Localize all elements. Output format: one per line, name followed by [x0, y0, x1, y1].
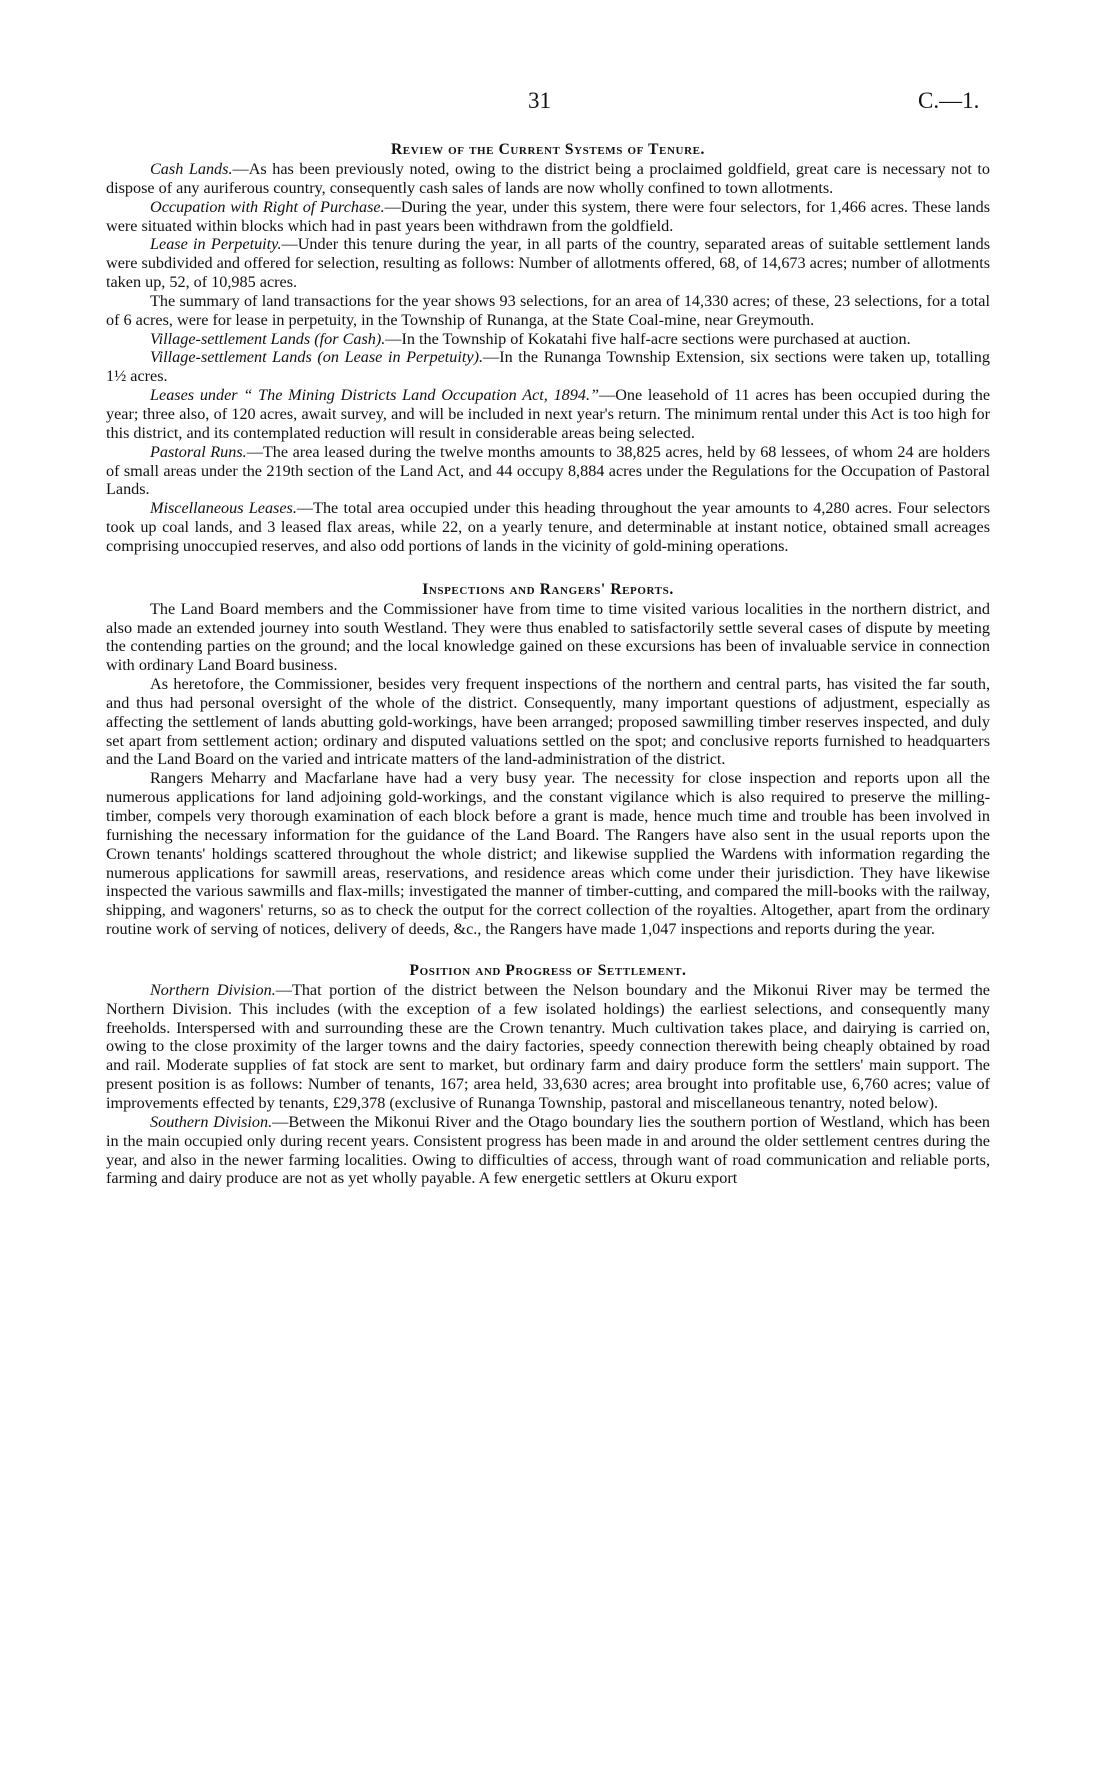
paragraph-lead: Southern Division.	[150, 1112, 273, 1131]
paragraph-lead: Lease in Perpetuity.	[150, 235, 282, 254]
paragraph	[106, 348, 990, 386]
paragraph-text: —The total area occupied under this heading throughout the year amounts to 4,280 acres. Four selectors took up coal lands, and 3 leased flax areas, while 22, on a yearly tenure, and determinable at instant notice, obtained small acreages comprising unoccupied reserves, and also odd portions of lands in the vicinity of gold-mining operations.	[106, 499, 990, 555]
paragraph	[106, 981, 990, 1113]
paragraph-text: —As has been previously noted, owing to the district being a proclaimed goldfield, great care is necessary not to dispose of any auriferous country, consequently cash sales of lands are now wholly confined to town allotments.	[106, 160, 990, 197]
paragraph	[106, 675, 990, 769]
paragraph	[106, 160, 990, 198]
paragraph-text: —The area leased during the twelve months amounts to 38,825 acres, held by 68 lessees, of whom 24 are holders of small areas under the 219th section of the Land Act, and 44 occupy 8,884 acres under the Regulations for the Occupation of Pastoral Lands.	[106, 442, 991, 499]
paragraph-lead: Cash Lands.	[150, 160, 233, 178]
paragraph-lead: Miscellaneous Leases.	[150, 499, 297, 518]
section-heading-inspections: Inspections and Rangers' Reports.	[422, 580, 674, 598]
paragraph	[106, 1113, 990, 1188]
paragraph	[106, 443, 990, 500]
paragraph	[106, 600, 990, 675]
paragraph	[106, 769, 990, 939]
page-header	[0, 88, 1114, 118]
paragraph	[106, 330, 990, 349]
paragraph-text: —During the year, under this system, there were four selectors, for 1,466 acres. These lands were situated within blocks which had in past years been withdrawn from the goldfield.	[106, 197, 990, 235]
page-body	[106, 140, 990, 1188]
paragraph-lead: Village-settlement Lands (on Lease in Perpetuity).	[150, 348, 484, 367]
paragraph	[106, 292, 990, 330]
paragraph-lead: Pastoral Runs.	[150, 442, 247, 461]
paragraph-text: The Land Board members and the Commissioner have from time to time visited various localities in the northern district, and also made an extended journey into south Westland. They were thus enabled to satisfactorily settle several cases of dispute by meeting the contending parties on the ground; and the local knowledge gained on these excursions has been of invaluable service in connection with ordinary Land Board business.	[106, 599, 990, 675]
paragraph-text: —In the Runanga Township Extension, six sections were taken up, totalling 1½ acres.	[106, 348, 990, 386]
page-number: 31	[528, 88, 551, 113]
paragraph	[106, 386, 990, 443]
paragraph-lead: Village-settlement Lands (for Cash).	[150, 329, 386, 348]
paragraph-text: —One leasehold of 11 acres has been occupied during the year; three also, of 120 acres, await survey, and will be included in next year's return. The minimum rental under this Act is too high for this district, and its contemplated reduction will result in considerable areas being selected.	[106, 386, 990, 442]
paragraph-lead: Occupation with Right of Purchase.	[150, 197, 385, 216]
paragraph-text: —That portion of the district between the Nelson boundary and the Mikonui River may be termed the Northern Division. This includes (with the exception of a few isolated holdings) the earliest selections, and consequently many freeholds. Interspersed with and surrounding these are the Crown tenantry. Much cultivation takes place, and dairying is carried on, owing to the close proximity of the larger towns and the dairy factories, speedy connection therewith being cheaply obtained by road and rail. Moderate supplies of fat stock are sent to market, but ordinary farm and dairy produce form the settlers' main support. The present position is as follows: Number of tenants, 167; area held, 33,630 acres; area brought into profitable use, 6,760 acres; value of improvements effected by tenants, £29,378 (exclusive of Runanga Township, pastoral and miscellaneous tenantry, noted below).	[106, 980, 990, 1112]
paragraph-text: —Under this tenure during the year, in all parts of the country, separated areas of suitable settlement lands were subdivided and offered for selection, resulting as follows: Number of allotments offered, 68, of 14,673 acres; number of allotments taken up, 52, of 10,985 acres.	[106, 235, 991, 292]
paragraph-text: The summary of land transactions for the year shows 93 selections, for an area of 14,330 acres; of these, 23 selections, for a total of 6 acres, were for lease in perpetuity, in the Township of Runanga, at the State Coal-mine, near Greymouth.	[106, 291, 990, 329]
paragraph-text: —In the Township of Kokatahi five half-acre sections were purchased at auction.	[385, 329, 911, 348]
paragraph-text: Rangers Meharry and Macfarlane have had a very busy year. The necessity for close inspection and reports upon all the numerous applications for land adjoining gold-workings, and the constant vigilance which is also required to preserve the milling-timber, compels very thorough examination of each block before a grant is made, hence much time and trouble has been involved in furnishing the necessary information for the guidance of the Land Board. The Rangers have also sent in the usual reports upon the Crown tenants' holdings scattered throughout the whole district; and likewise supplied the Wardens with information regarding the numerous applications for sawmill areas, reservations, and residence areas which come under their jurisdiction. They have likewise inspected the various sawmills and flax-mills; investigated the manner of timber-cutting, and compared the mill-books with the railway, shipping, and wagoners' returns, so as to check the output for the correct collection of the royalties. Altogether, apart from the ordinary routine work of serving of notices, delivery of deeds, &c., the Rangers have made 1,047 inspections and reports during the year.	[106, 769, 990, 939]
paragraph-lead: Leases under “ The Mining Districts Land Occupation Act, 1894.”	[150, 386, 599, 405]
paragraph-text: —Between the Mikonui River and the Otago boundary lies the southern portion of Westland, which has been in the main occupied only during recent years. Consistent progress has been made in and around the older settlement centres during the year, and also in the newer farming localities. Owing to difficulties of access, through want of road communication and reliable ports, farming and dairy produce are not as yet wholly payable. A few energetic settlers at Okuru export	[106, 1112, 990, 1188]
section-heading-settlement: Position and Progress of Settlement.	[409, 961, 687, 979]
paragraph	[106, 499, 990, 556]
paragraph	[106, 235, 990, 292]
section-heading-tenure: Review of the Current Systems of Tenure.	[390, 141, 706, 158]
paragraph-lead: Northern Division.	[150, 980, 276, 999]
document-reference: C.—1.	[918, 88, 980, 113]
paragraph	[106, 198, 990, 236]
paragraph-text: As heretofore, the Commissioner, besides very frequent inspections of the northern and central parts, has visited the far south, and thus had personal oversight of the whole of the district. Consequently, many important questions of adjustment, especially as affecting the settlement of lands abutting gold-workings, have been arranged; proposed sawmilling timber reserves inspected, and duly set apart from settlement action; ordinary and disputed valuations settled on the spot; and conclusive reports furnished to headquarters and the Land Board on the varied and intricate matters of the land-administration of the district.	[106, 675, 990, 769]
